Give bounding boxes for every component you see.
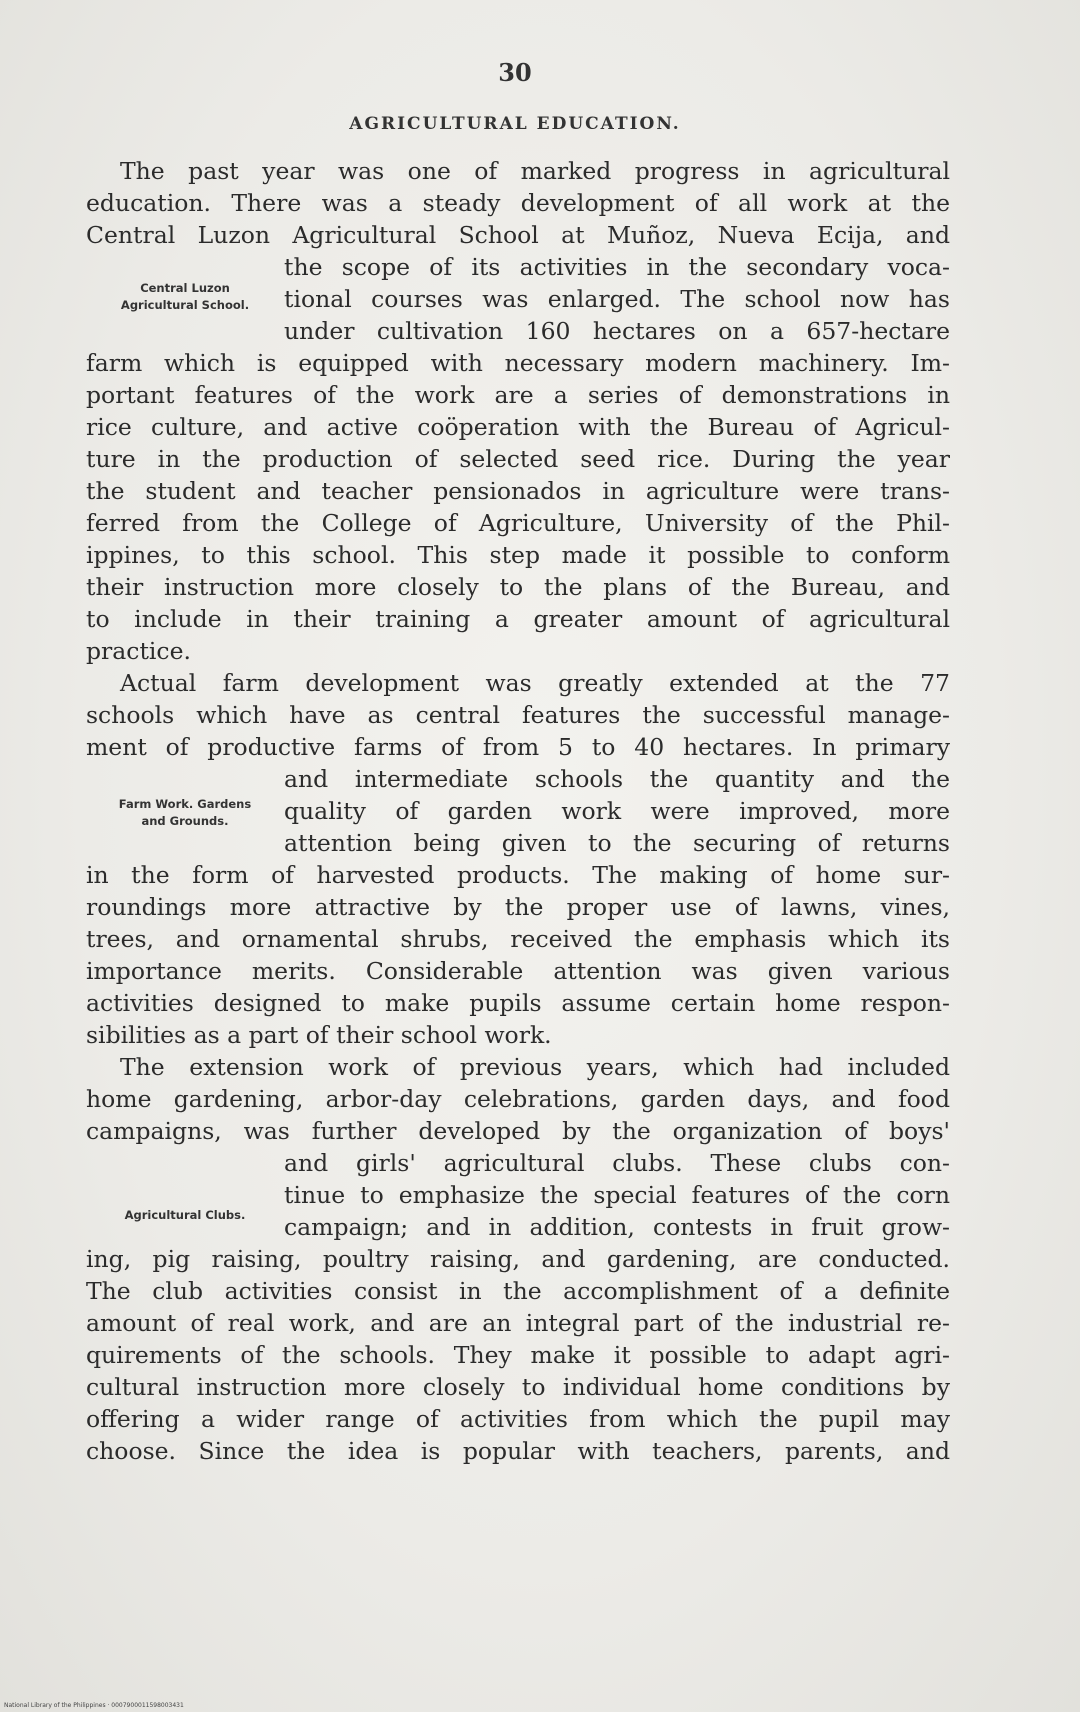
text-line: tinue to emphasize the special features of the corn xyxy=(284,1181,950,1209)
sidenote-farm-work: Farm Work. Gardens and Grounds. xyxy=(118,797,252,828)
page-number: 30 xyxy=(498,58,532,87)
text-line: The past year was one of marked progress in agricultural xyxy=(120,157,950,185)
text-line: rice culture, and active coöperation with the Bureau of Agricul- xyxy=(86,413,950,441)
text-line: in the form of harvested products. The making of home sur- xyxy=(86,861,950,889)
text-line: the student and teacher pensionados in agriculture were trans- xyxy=(86,477,950,505)
footer-credit: National Library of the Philippines · 0007900011598003431 xyxy=(4,1702,184,1709)
text-line: The club activities consist in the accomplishment of a definite xyxy=(86,1277,950,1305)
text-line: their instruction more closely to the plans of the Bureau, and xyxy=(86,573,950,601)
text-line: schools which have as central features the successful manage- xyxy=(86,701,950,729)
text-line: sibilities as a part of their school work. xyxy=(86,1021,552,1049)
text-line: campaign; and in addition, contests in fruit grow- xyxy=(284,1213,950,1241)
text-line: offering a wider range of activities from which the pupil may xyxy=(86,1405,950,1433)
text-line: ing, pig raising, poultry raising, and gardening, are conducted. xyxy=(86,1245,950,1273)
text-line: ment of productive farms of from 5 to 40 hectares. In primary xyxy=(86,733,950,761)
text-line: to include in their training a greater amount of agricultural xyxy=(86,605,950,633)
text-line: roundings more attractive by the proper use of lawns, vines, xyxy=(86,893,950,921)
text-line: cultural instruction more closely to individual home conditions by xyxy=(86,1373,950,1401)
text-line: farm which is equipped with necessary modern machinery. Im- xyxy=(86,349,950,377)
text-line: Actual farm development was greatly extended at the 77 xyxy=(120,669,950,697)
text-line: quality of garden work were improved, more xyxy=(284,797,950,825)
text-line: and girls' agricultural clubs. These clubs con- xyxy=(284,1149,950,1177)
text-line: The extension work of previous years, which had included xyxy=(120,1053,950,1081)
text-line: tional courses was enlarged. The school now has xyxy=(284,285,950,313)
text-line: attention being given to the securing of returns xyxy=(284,829,950,857)
sidenote-agricultural-clubs: Agricultural Clubs. xyxy=(124,1208,246,1222)
text-line: importance merits. Considerable attention was given various xyxy=(86,957,950,985)
text-line: home gardening, arbor-day celebrations, garden days, and food xyxy=(86,1085,950,1113)
text-line: Central Luzon Agricultural School at Muñoz, Nueva Ecija, and xyxy=(86,221,950,249)
text-line: campaigns, was further developed by the organization of boys' xyxy=(86,1117,950,1145)
text-line: ferred from the College of Agriculture, University of the Phil- xyxy=(86,509,950,537)
text-line: amount of real work, and are an integral part of the industrial re- xyxy=(86,1309,950,1337)
text-line: practice. xyxy=(86,637,191,665)
text-line: trees, and ornamental shrubs, received the emphasis which its xyxy=(86,925,950,953)
text-line: under cultivation 160 hectares on a 657-hectare xyxy=(284,317,950,345)
text-line: ippines, to this school. This step made it possible to conform xyxy=(86,541,950,569)
running-head: AGRICULTURAL EDUCATION. xyxy=(349,114,681,134)
text-line: ture in the production of selected seed rice. During the year xyxy=(86,445,950,473)
text-line: and intermediate schools the quantity and the xyxy=(284,765,950,793)
text-line: the scope of its activities in the secondary voca- xyxy=(284,253,950,281)
sidenote-central-luzon: Central Luzon Agricultural School. xyxy=(120,281,250,312)
text-line: activities designed to make pupils assume certain home respon- xyxy=(86,989,950,1017)
text-line: education. There was a steady development of all work at the xyxy=(86,189,950,217)
text-line: choose. Since the idea is popular with teachers, parents, and xyxy=(86,1437,950,1465)
text-line: portant features of the work are a series of demonstrations in xyxy=(86,381,950,409)
text-line: quirements of the schools. They make it possible to adapt agri- xyxy=(86,1341,950,1369)
